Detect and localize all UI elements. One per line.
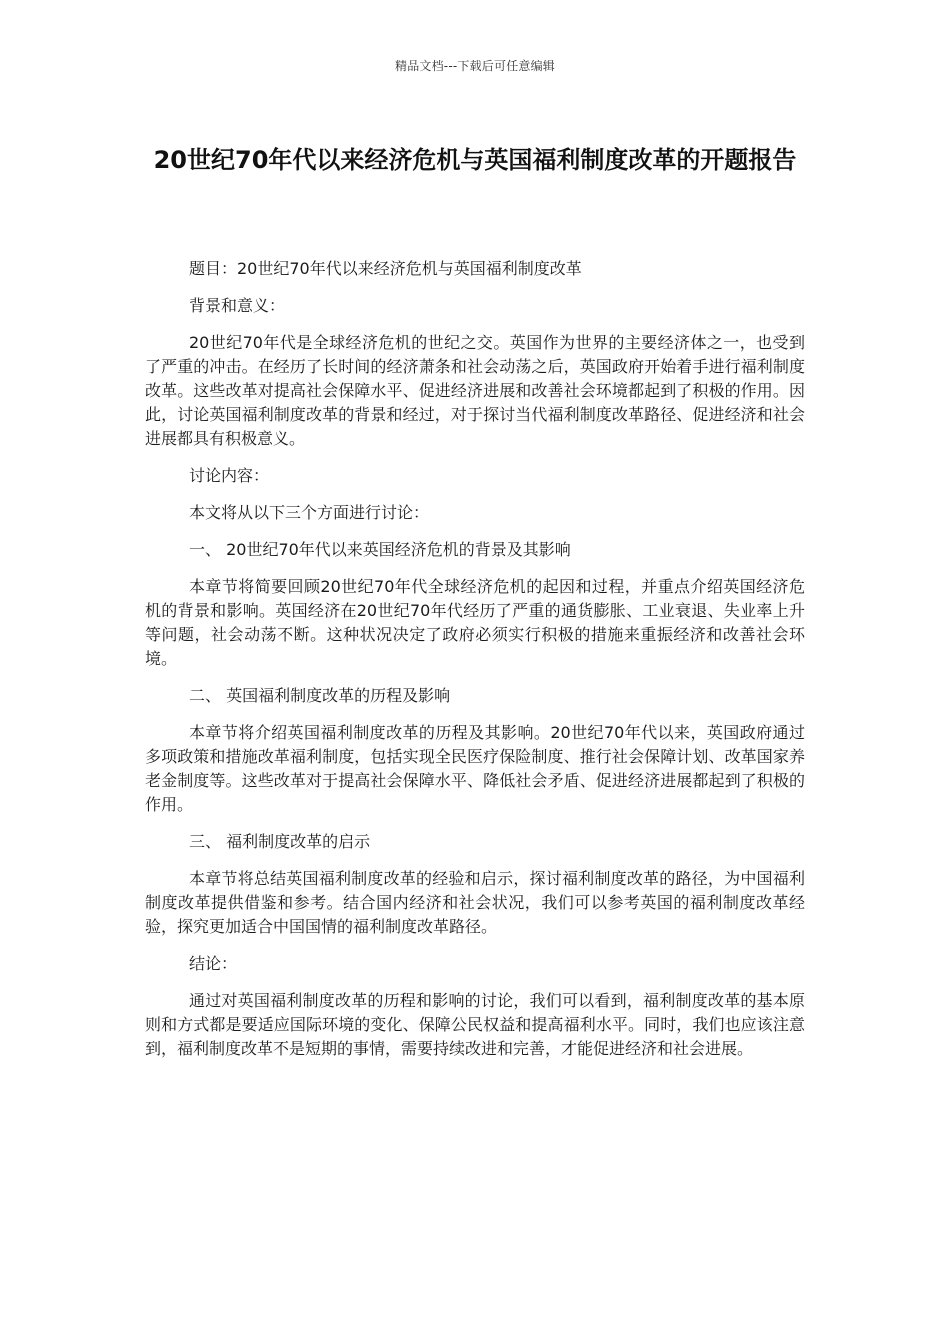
subheading-3: 三、 福利制度改革的启示: [189, 832, 371, 851]
section-heading-content: 讨论内容：: [189, 466, 270, 485]
section-heading-background: 背景和意义：: [189, 296, 286, 315]
content-intro: 本文将从以下三个方面进行讨论：: [189, 503, 430, 522]
paragraph-3: 本章节将总结英国福利制度改革的经验和启示，探讨福利制度改革的路径，为中国福利制度改革提供借鉴和参考。结合国内经济和社会状况，我们可以参考英国的福利制度改革经验，探究更加适合中国国情的福利制度改革路径。: [145, 869, 805, 936]
background-paragraph: 20世纪70年代是全球经济危机的世纪之交。英国作为世界的主要经济体之一，也受到了严重的冲击。在经历了长时间的经济萧条和社会动荡之后，英国政府开始着手进行福利制度改革。这些改革对提高社会保障水平、促进经济进展和改善社会环境都起到了积极的作用。因此，讨论英国福利制度改革的背景和经过，对于探讨当代福利制度改革路径、促进经济和社会进展都具有积极意义。: [145, 333, 805, 448]
paragraph-1: 本章节将简要回顾20世纪70年代全球经济危机的起因和过程，并重点介绍英国经济危机的背景和影响。英国经济在20世纪70年代经历了严重的通货膨胀、工业衰退、失业率上升等问题，社会动荡不断。这种状况决定了政府必须实行积极的措施来重振经济和改善社会环境。: [145, 577, 805, 668]
section-heading-conclusion: 结论：: [189, 954, 238, 973]
conclusion-paragraph: 通过对英国福利制度改革的历程和影响的讨论，我们可以看到，福利制度改革的基本原则和方式都是要适应国际环境的变化、保障公民权益和提高福利水平。同时，我们也应该注意到，福利制度改革不是短期的事情，需要持续改进和完善，才能促进经济和社会进展。: [145, 991, 805, 1058]
document-body: [145, 257, 805, 1074]
header-note: 精品文档---下载后可任意编辑: [395, 59, 555, 73]
subheading-1: 一、 20世纪70年代以来英国经济危机的背景及其影响: [189, 540, 571, 559]
subheading-2: 二、 英国福利制度改革的历程及影响: [189, 686, 451, 705]
document-title: 20世纪70年代以来经济危机与英国福利制度改革的开题报告: [153, 146, 797, 174]
paragraph-2: 本章节将介绍英国福利制度改革的历程及其影响。20世纪70年代以来，英国政府通过多项政策和措施改革福利制度，包括实现全民医疗保险制度、推行社会保障计划、改革国家养老金制度等。这些改革对于提高社会保障水平、降低社会矛盾、促进经济进展都起到了积极的作用。: [145, 723, 805, 814]
topic-line: 题目：20世纪70年代以来经济危机与英国福利制度改革: [189, 259, 582, 278]
